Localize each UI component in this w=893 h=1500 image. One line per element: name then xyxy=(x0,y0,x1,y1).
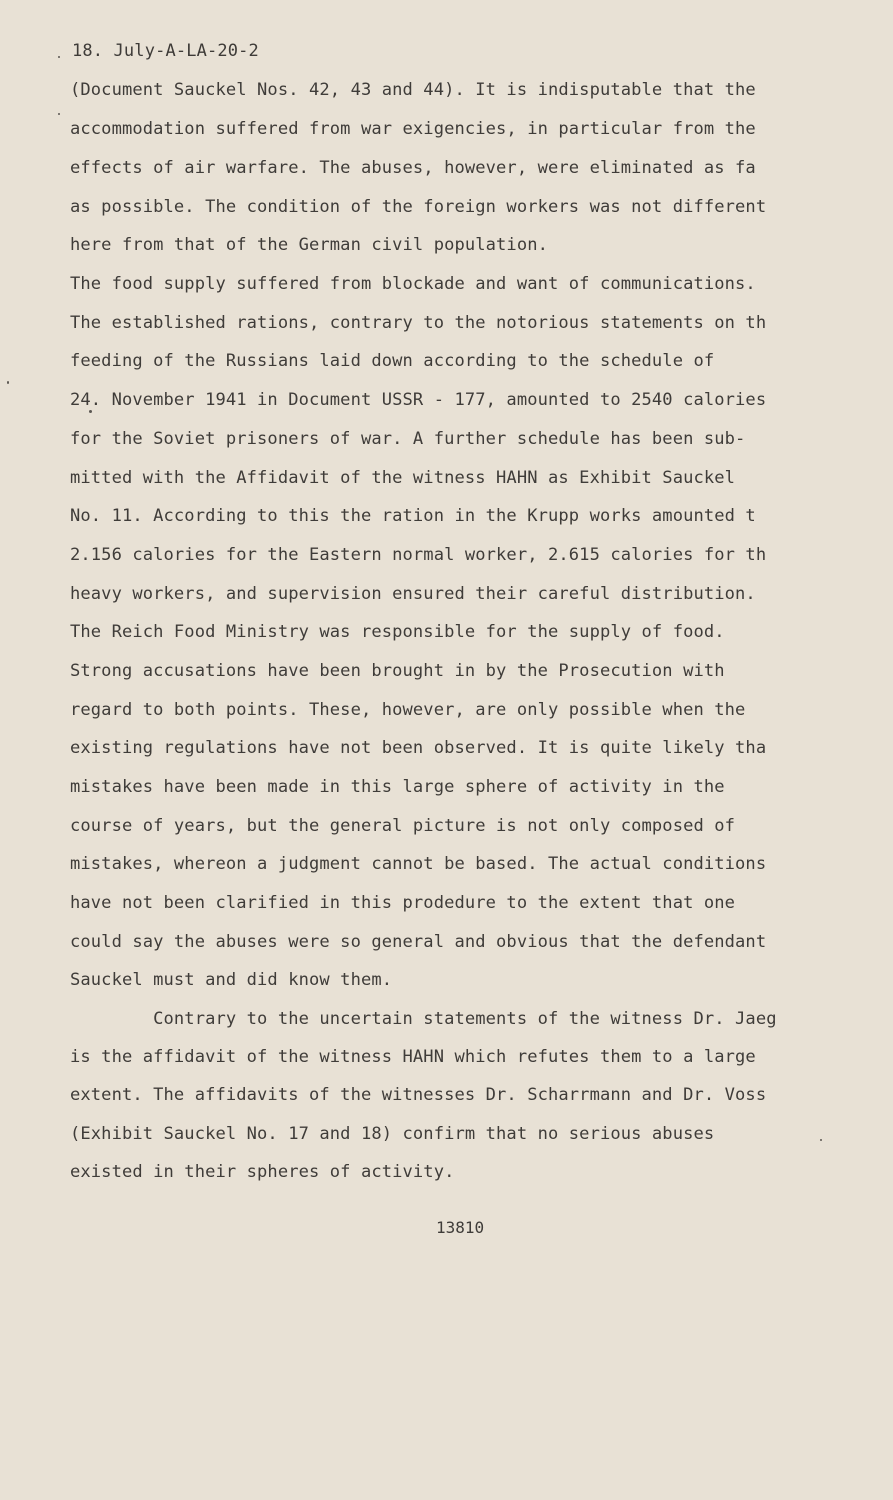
stray-mark xyxy=(58,113,60,115)
text-line: extent. The affidavits of the witnesses Dr. Scharrmann and Dr. Voss xyxy=(70,1085,767,1105)
text-line: The food supply suffered from blockade and want of communications. xyxy=(70,274,756,294)
text-line: feeding of the Russians laid down according to the schedule of xyxy=(70,351,715,371)
text-line: Sauckel must and did know them. xyxy=(70,970,393,990)
text-line: heavy workers, and supervision ensured their careful distribution. xyxy=(70,584,756,604)
page-number: 13810 xyxy=(436,1218,485,1237)
text-line: have not been clarified in this prodedure to the extent that one xyxy=(70,893,736,913)
stray-mark xyxy=(89,410,92,413)
text-line: Strong accusations have been brought in by the Prosecution with xyxy=(70,661,725,681)
text-line: existing regulations have not been observed. It is quite likely tha xyxy=(70,738,767,758)
text-line: No. 11. According to this the ration in the Krupp works amounted t xyxy=(70,506,756,526)
text-line: course of years, but the general picture is not only composed of xyxy=(70,816,736,836)
text-line: mistakes, whereon a judgment cannot be based. The actual conditions xyxy=(70,854,767,874)
document-reference: 18. July-A-LA-20-2 xyxy=(72,41,259,61)
text-line: The established rations, contrary to the notorious statements on th xyxy=(70,313,767,333)
stray-mark xyxy=(58,56,60,58)
text-line: existed in their spheres of activity. xyxy=(70,1162,455,1182)
text-line: mistakes have been made in this large sphere of activity in the xyxy=(70,777,725,797)
text-line: could say the abuses were so general and obvious that the defendant xyxy=(70,932,767,952)
stray-mark xyxy=(820,1139,822,1141)
text-line: as possible. The condition of the foreign workers was not different xyxy=(70,197,767,217)
text-line: for the Soviet prisoners of war. A further schedule has been sub- xyxy=(70,429,746,449)
text-line: (Document Sauckel Nos. 42, 43 and 44). It is indisputable that the xyxy=(70,80,756,100)
document-body xyxy=(66,80,856,1200)
text-line: effects of air warfare. The abuses, however, were eliminated as fa xyxy=(70,158,756,178)
text-line: is the affidavit of the witness HAHN which refutes them to a large xyxy=(70,1047,756,1067)
text-line: 2.156 calories for the Eastern normal worker, 2.615 calories for th xyxy=(70,545,767,565)
text-line: here from that of the German civil population. xyxy=(70,235,548,255)
text-line: Contrary to the uncertain statements of the witness Dr. Jaeg xyxy=(70,1009,777,1029)
text-line: mitted with the Affidavit of the witness HAHN as Exhibit Sauckel xyxy=(70,468,736,488)
stray-mark xyxy=(7,381,9,384)
text-line: (Exhibit Sauckel No. 17 and 18) confirm that no serious abuses xyxy=(70,1124,715,1144)
text-line: accommodation suffered from war exigencies, in particular from the xyxy=(70,119,756,139)
text-line: The Reich Food Ministry was responsible for the supply of food. xyxy=(70,622,725,642)
text-line: regard to both points. These, however, are only possible when the xyxy=(70,700,746,720)
text-line: 24. November 1941 in Document USSR - 177, amounted to 2540 calories xyxy=(70,390,767,410)
